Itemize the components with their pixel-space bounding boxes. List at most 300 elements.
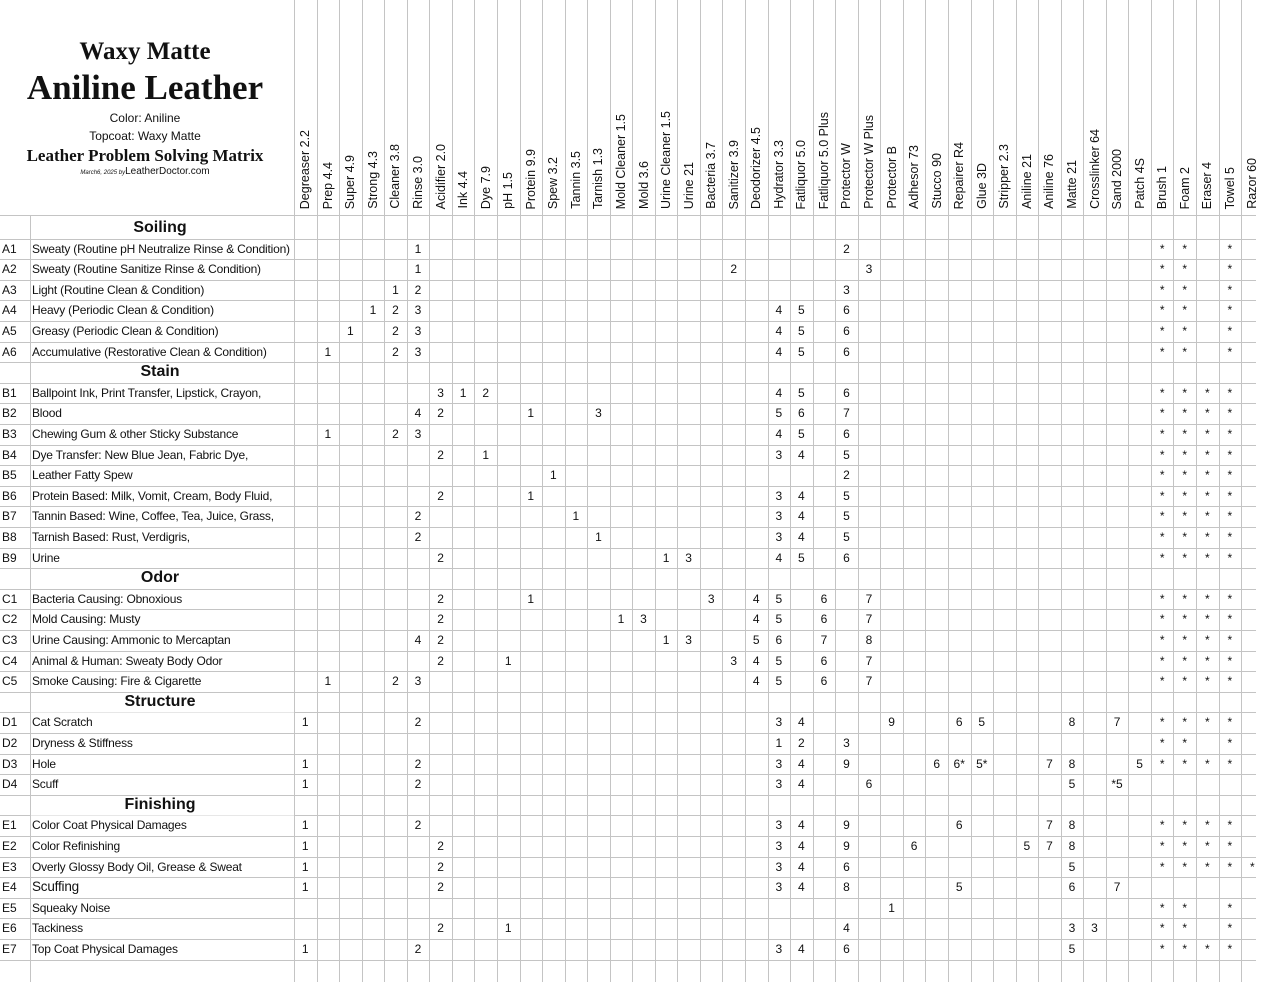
- matrix-cell: 3: [775, 715, 783, 730]
- row-id: E6: [2, 921, 17, 936]
- row-label: Top Coat Physical Damages: [32, 942, 178, 956]
- matrix-cell: 7: [865, 674, 873, 689]
- matrix-cell: 5: [843, 509, 850, 524]
- row-label: Chewing Gum & other Sticky Substance: [32, 427, 239, 441]
- matrix-cell: 3: [775, 942, 783, 956]
- column-header: [429, 0, 452, 215]
- column-header: [993, 0, 1016, 215]
- matrix-cell: 9: [843, 756, 850, 771]
- matrix-cell: 2: [392, 344, 399, 359]
- row-label: Tarnish Based: Rust, Verdigris,: [32, 530, 190, 544]
- column-header: [1038, 0, 1061, 215]
- matrix-cell: 6: [843, 427, 850, 441]
- matrix-cell: *: [1159, 282, 1165, 297]
- matrix-cell: 4: [843, 921, 850, 936]
- row-id: E5: [2, 900, 17, 915]
- row-label: Color Refinishing: [32, 839, 120, 853]
- row-id: C2: [2, 612, 18, 627]
- matrix-cell: 3: [595, 406, 602, 421]
- column-header-label: Patch 4S: [1132, 158, 1147, 209]
- matrix-cell: 3: [775, 530, 783, 544]
- row-label: Color Coat Physical Damages: [32, 818, 187, 833]
- matrix-cell: 1: [301, 756, 309, 771]
- column-header-label: Matte 21: [1064, 160, 1079, 209]
- column-header-label: Hydrator 3.3: [771, 140, 786, 209]
- row-label: Dryness & Stiffness: [32, 736, 133, 750]
- matrix-cell: 2: [730, 262, 738, 277]
- column-header: [1196, 0, 1219, 215]
- matrix-cell: 7: [865, 591, 873, 606]
- matrix-cell: 3: [775, 756, 783, 771]
- matrix-cell: 2: [437, 447, 444, 462]
- column-header-label: Protector W: [839, 143, 854, 209]
- matrix-cell: 1: [888, 900, 895, 915]
- matrix-cell: 5: [1068, 942, 1076, 956]
- matrix-cell: 3: [1068, 921, 1076, 936]
- matrix-cell: 3: [414, 344, 422, 359]
- column-header: [745, 0, 768, 215]
- section-heading: Odor: [140, 569, 180, 587]
- row-label: Tackiness: [32, 921, 83, 936]
- matrix-cell: 2: [437, 406, 444, 421]
- matrix-cell: *: [1227, 303, 1233, 318]
- matrix-cell: *: [1182, 427, 1188, 441]
- matrix-cell: 4: [798, 488, 805, 503]
- row-id: C3: [2, 633, 18, 647]
- row-label: Urine Causing: Ammonic to Mercaptan: [32, 633, 231, 647]
- row-id: C4: [2, 653, 18, 668]
- matrix-cell: 2: [437, 633, 444, 647]
- matrix-cell: *: [1204, 385, 1210, 400]
- matrix-cell: *: [1204, 653, 1210, 668]
- matrix-cell: *: [1227, 633, 1233, 647]
- matrix-cell: 2: [437, 488, 444, 503]
- column-header: [722, 0, 745, 215]
- matrix-cell: *: [1182, 282, 1188, 297]
- column-header-label: Urine 21: [681, 161, 696, 209]
- matrix-cell: 5: [798, 324, 805, 338]
- matrix-cell: *: [1227, 488, 1233, 503]
- column-header: [1016, 0, 1039, 215]
- matrix-cell: *: [1182, 262, 1188, 277]
- row-id: D3: [2, 756, 18, 771]
- matrix-cell: 7: [865, 612, 873, 627]
- matrix-cell: 2: [414, 530, 422, 544]
- column-header: [790, 0, 813, 215]
- matrix-cell: 5: [1068, 859, 1076, 874]
- section-heading: Stain: [140, 363, 180, 381]
- title-block: [0, 0, 290, 215]
- matrix-cell: *: [1159, 550, 1165, 565]
- column-header: [1241, 0, 1264, 215]
- matrix-cell: *: [1204, 839, 1210, 853]
- column-header-label: Dye 7.9: [478, 165, 493, 209]
- column-header: [474, 0, 497, 215]
- matrix-cell: *: [1227, 900, 1233, 915]
- matrix-cell: *: [1227, 344, 1233, 359]
- matrix-cell: *: [1159, 509, 1165, 524]
- column-header: [542, 0, 565, 215]
- matrix-cell: *: [1227, 942, 1233, 956]
- matrix-cell: 2: [798, 736, 805, 750]
- matrix-cell: *: [1227, 591, 1233, 606]
- matrix-cell: 4: [775, 303, 783, 318]
- matrix-cell: *: [1182, 633, 1188, 647]
- matrix-cell: 8: [1068, 839, 1076, 853]
- column-header: [813, 0, 836, 215]
- matrix-cell: 3: [775, 818, 783, 833]
- column-header: [1128, 0, 1151, 215]
- matrix-cell: 2: [414, 777, 422, 792]
- column-header-label: Eraser 4: [1200, 161, 1215, 209]
- column-header-label: Repairer R4: [952, 141, 967, 209]
- matrix-cell: 1: [324, 674, 332, 689]
- matrix-cell: 5: [798, 385, 805, 400]
- row-id: D4: [2, 777, 18, 792]
- row-label: Scuffing: [32, 879, 79, 895]
- column-header-label: Tannin 3.5: [568, 151, 583, 209]
- matrix-cell: *: [1159, 921, 1165, 936]
- row-label: Protein Based: Milk, Vomit, Cream, Body Fluid,: [32, 488, 273, 503]
- column-header-label: Protein 9.9: [523, 148, 538, 209]
- matrix-cell: *: [1227, 324, 1233, 338]
- matrix-cell: *: [1227, 653, 1233, 668]
- matrix-cell: 3: [843, 736, 850, 750]
- matrix-cell: 5: [843, 447, 850, 462]
- matrix-cell: *: [1182, 818, 1188, 833]
- matrix-cell: 6: [1068, 880, 1076, 895]
- section-heading: Soiling: [133, 219, 187, 236]
- column-header-label: Rinse 3.0: [411, 156, 426, 209]
- matrix-cell: *: [1182, 715, 1188, 730]
- matrix-cell: 4: [798, 777, 805, 792]
- matrix-cell: 1: [301, 880, 309, 895]
- matrix-cell: 2: [392, 303, 399, 318]
- matrix-cell: *: [1159, 612, 1165, 627]
- matrix-cell: *: [1204, 859, 1210, 874]
- matrix-cell: 7: [1046, 839, 1053, 853]
- row-label: Animal & Human: Sweaty Body Odor: [32, 653, 223, 668]
- matrix-cell: 6: [843, 324, 850, 338]
- row-label: Mold Causing: Musty: [32, 612, 141, 627]
- matrix-cell: *: [1204, 818, 1210, 833]
- column-header: [497, 0, 520, 215]
- matrix-cell: 1: [347, 324, 354, 338]
- row-label: Sweaty (Routine pH Neutralize Rinse & Condition): [32, 241, 290, 256]
- matrix-cell: 2: [414, 509, 422, 524]
- matrix-cell: *: [1204, 550, 1210, 565]
- matrix-cell: *: [1182, 942, 1188, 956]
- matrix-cell: 6: [955, 818, 963, 833]
- matrix-cell: *: [1227, 715, 1233, 730]
- row-label: Light (Routine Clean & Condition): [32, 282, 205, 297]
- matrix-cell: 5: [955, 880, 963, 895]
- matrix-cell: 3: [414, 303, 422, 318]
- row-id: E1: [2, 818, 17, 833]
- column-header-label: Foam 2: [1177, 166, 1192, 209]
- matrix-cell: 5: [978, 715, 986, 730]
- matrix-cell: *: [1182, 756, 1188, 771]
- column-header: [880, 0, 903, 215]
- row-id: A3: [2, 282, 17, 297]
- matrix-cell: 5: [775, 653, 783, 668]
- matrix-cell: 4: [798, 880, 805, 895]
- matrix-cell: 3: [414, 427, 422, 441]
- matrix-cell: *: [1182, 859, 1188, 874]
- matrix-cell: *: [1227, 447, 1233, 462]
- column-header-label: Sand 2000: [1110, 148, 1125, 209]
- matrix-cell: 4: [752, 612, 760, 627]
- matrix-cell: *: [1182, 591, 1188, 606]
- matrix-cell: 2: [437, 880, 444, 895]
- column-header: [407, 0, 430, 215]
- matrix-cell: 1: [527, 488, 535, 503]
- column-header: [1219, 0, 1242, 215]
- matrix-cell: *: [1204, 591, 1210, 606]
- matrix-cell: 4: [414, 633, 422, 647]
- column-header-label: Fatliquor 5.0 Plus: [816, 111, 831, 209]
- matrix-cell: *: [1159, 447, 1165, 462]
- matrix-cell: 7: [1046, 756, 1053, 771]
- matrix-cell: 3: [775, 488, 783, 503]
- matrix-cell: 2: [437, 653, 444, 668]
- leather-type-title: Aniline Leather: [26, 68, 264, 107]
- column-header: [925, 0, 948, 215]
- row-id: B7: [2, 509, 17, 524]
- matrix-cell: 1: [301, 942, 309, 956]
- matrix-cell: 7: [1046, 818, 1053, 833]
- column-header-label: Super 4.9: [343, 154, 358, 209]
- matrix-cell: 9: [888, 715, 895, 730]
- matrix-cell: 2: [437, 859, 444, 874]
- matrix-cell: 2: [437, 550, 444, 565]
- matrix-cell: *: [1159, 344, 1165, 359]
- matrix-cell: 5: [775, 406, 783, 421]
- column-header-label: Aniline 21: [1019, 154, 1034, 209]
- matrix-cell: *: [1227, 468, 1233, 483]
- matrix-cell: 6*: [953, 756, 965, 771]
- matrix-cell: *: [1227, 262, 1233, 277]
- matrix-cell: *: [1159, 406, 1165, 421]
- matrix-cell: 1: [301, 715, 309, 730]
- column-header: [384, 0, 407, 215]
- row-label: Blood: [32, 406, 62, 421]
- credit-line: [0, 166, 290, 177]
- column-header: [565, 0, 588, 215]
- matrix-cell: 2: [437, 839, 444, 853]
- matrix-cell: 6: [843, 303, 850, 318]
- matrix-cell: *: [1250, 859, 1255, 874]
- matrix-cell: 7: [865, 653, 873, 668]
- column-header-label: Protector W Plus: [862, 115, 877, 209]
- row-label: Hole: [32, 756, 56, 771]
- matrix-cell: 1: [414, 241, 422, 256]
- column-header: [294, 0, 317, 215]
- row-label: Tannin Based: Wine, Coffee, Tea, Juice, Grass,: [32, 509, 274, 524]
- matrix-cell: 2: [392, 324, 399, 338]
- matrix-cell: 2: [414, 756, 422, 771]
- column-header-label: pH 1.5: [501, 172, 516, 209]
- matrix-cell: *: [1227, 612, 1233, 627]
- column-header: [655, 0, 678, 215]
- row-id: B9: [2, 550, 17, 565]
- matrix-cell: 2: [414, 282, 422, 297]
- matrix-cell: 4: [798, 530, 805, 544]
- matrix-cell: *: [1227, 427, 1233, 441]
- matrix-cell: *: [1204, 447, 1210, 462]
- matrix-cell: *: [1182, 488, 1188, 503]
- matrix-cell: 5: [798, 303, 805, 318]
- matrix-cell: 8: [865, 633, 873, 647]
- matrix-cell: 3: [730, 653, 738, 668]
- matrix-cell: 4: [775, 550, 783, 565]
- row-label: Heavy (Periodic Clean & Condition): [32, 303, 214, 318]
- row-id: A4: [2, 303, 17, 318]
- column-header: [1173, 0, 1196, 215]
- column-header-label: Fatliquor 5.0: [794, 139, 809, 209]
- matrix-cell: 2: [392, 674, 399, 689]
- column-header-label: Acidifier 2.0: [433, 143, 448, 209]
- matrix-cell: 6: [843, 550, 850, 565]
- matrix-cell: 1: [301, 777, 309, 792]
- matrix-cell: 3: [775, 447, 783, 462]
- matrix-cell: 5: [843, 530, 850, 544]
- matrix-cell: *: [1159, 591, 1165, 606]
- row-id: E3: [2, 859, 17, 874]
- matrix-cell: 5: [775, 612, 783, 627]
- matrix-cell: 4: [414, 406, 422, 421]
- matrix-cell: *: [1159, 674, 1165, 689]
- matrix-cell: 5: [1068, 777, 1076, 792]
- row-label: Sweaty (Routine Sanitize Rinse & Condition): [32, 262, 261, 277]
- matrix-cell: *: [1227, 839, 1233, 853]
- matrix-cell: 5: [798, 344, 805, 359]
- matrix-cell: *: [1204, 674, 1210, 689]
- matrix-cell: 5: [775, 591, 783, 606]
- matrix-cell: 7: [1113, 880, 1121, 895]
- matrix-cell: *: [1182, 921, 1188, 936]
- matrix-cell: 4: [752, 674, 760, 689]
- matrix-cell: 3: [1091, 921, 1098, 936]
- matrix-cell: *: [1227, 550, 1233, 565]
- matrix-cell: 1: [662, 633, 670, 647]
- matrix-cell: *: [1227, 736, 1233, 750]
- matrix-cell: 6: [843, 385, 850, 400]
- matrix-cell: 1: [324, 344, 332, 359]
- matrix-cell: 5: [1023, 839, 1031, 853]
- matrix-cell: 4: [775, 427, 783, 441]
- matrix-cell: *: [1182, 550, 1188, 565]
- matrix-cell: *: [1227, 282, 1233, 297]
- row-label: Overly Glossy Body Oil, Grease & Sweat: [32, 859, 242, 874]
- matrix-cell: 2: [843, 468, 850, 483]
- matrix-cell: *: [1159, 241, 1165, 256]
- column-header-label: Mold Cleaner 1.5: [613, 113, 628, 209]
- matrix-cell: 2: [437, 591, 444, 606]
- matrix-cell: *: [1159, 653, 1165, 668]
- matrix-cell: 1: [414, 262, 422, 277]
- column-header-label: Degreaser 2.2: [298, 129, 313, 209]
- matrix-cell: *: [1204, 488, 1210, 503]
- matrix-cell: *: [1204, 509, 1210, 524]
- matrix-cell: 8: [1068, 756, 1076, 771]
- row-id: B4: [2, 447, 17, 462]
- row-id: C1: [2, 591, 18, 606]
- column-header-label: Deodorizer 4.5: [749, 127, 764, 209]
- row-label: Bacteria Causing: Obnoxious: [32, 591, 183, 606]
- matrix-cell: 7: [820, 633, 828, 647]
- matrix-cell: 6: [843, 344, 850, 359]
- matrix-cell: *: [1204, 427, 1210, 441]
- row-id: A5: [2, 324, 17, 338]
- matrix-cell: 1: [504, 653, 512, 668]
- row-id: E7: [2, 942, 17, 956]
- matrix-cell: *: [1182, 674, 1188, 689]
- matrix-cell: *: [1227, 406, 1233, 421]
- row-id: C5: [2, 674, 18, 689]
- matrix-cell: *: [1159, 818, 1165, 833]
- column-header-label: Prep 4.4: [320, 161, 335, 209]
- brand-text: LeatherDoctor.com: [125, 166, 210, 177]
- matrix-cell: *: [1159, 736, 1165, 750]
- matrix-cell: 1: [595, 530, 602, 544]
- matrix-cell: 1: [301, 839, 309, 853]
- column-header: [610, 0, 633, 215]
- row-label: Squeaky Noise: [32, 900, 111, 915]
- section-heading: Finishing: [124, 795, 196, 813]
- matrix-cell: 5: [798, 427, 805, 441]
- matrix-cell: 1: [572, 509, 580, 524]
- column-header-label: Brush 1: [1155, 165, 1170, 209]
- matrix-cell: 6: [933, 756, 940, 771]
- matrix-cell: *: [1159, 303, 1165, 318]
- column-header-label: Crosslinker 64: [1087, 129, 1102, 209]
- matrix-cell: 1: [504, 921, 512, 936]
- row-id: B6: [2, 488, 17, 503]
- column-header: [587, 0, 610, 215]
- matrix-cell: *: [1227, 674, 1233, 689]
- matrix-cell: 3: [685, 633, 692, 647]
- matrix-cell: *: [1159, 942, 1165, 956]
- matrix-cell: *: [1204, 633, 1210, 647]
- matrix-cell: 5: [843, 488, 850, 503]
- column-header-label: Urine Cleaner 1.5: [659, 111, 674, 209]
- matrix-cell: 3: [775, 839, 783, 853]
- row-id: A1: [2, 241, 17, 256]
- column-header: [768, 0, 791, 215]
- matrix-cell: *: [1159, 488, 1165, 503]
- matrix-cell: *: [1182, 406, 1188, 421]
- matrix-cell: *: [1159, 385, 1165, 400]
- matrix-cell: *: [1159, 427, 1165, 441]
- matrix-cell: *: [1159, 839, 1165, 853]
- matrix-cell: *: [1182, 530, 1188, 544]
- column-header-label: Cleaner 3.8: [388, 144, 403, 209]
- row-label: Leather Fatty Spew: [32, 468, 133, 483]
- matrix-cell: 3: [414, 324, 422, 338]
- column-header: [903, 0, 926, 215]
- matrix-cell: 6: [865, 777, 873, 792]
- row-id: A2: [2, 262, 17, 277]
- column-header-label: Razor 60: [1245, 158, 1260, 209]
- matrix-cell: 1: [459, 385, 467, 400]
- row-id: A6: [2, 344, 17, 359]
- topcoat-line: Topcoat: Waxy Matte: [89, 129, 201, 143]
- matrix-cell: 3: [437, 385, 444, 400]
- matrix-cell: *: [1159, 900, 1165, 915]
- column-header-label: Ink 4.4: [456, 171, 471, 209]
- matrix-cell: 5: [798, 550, 805, 565]
